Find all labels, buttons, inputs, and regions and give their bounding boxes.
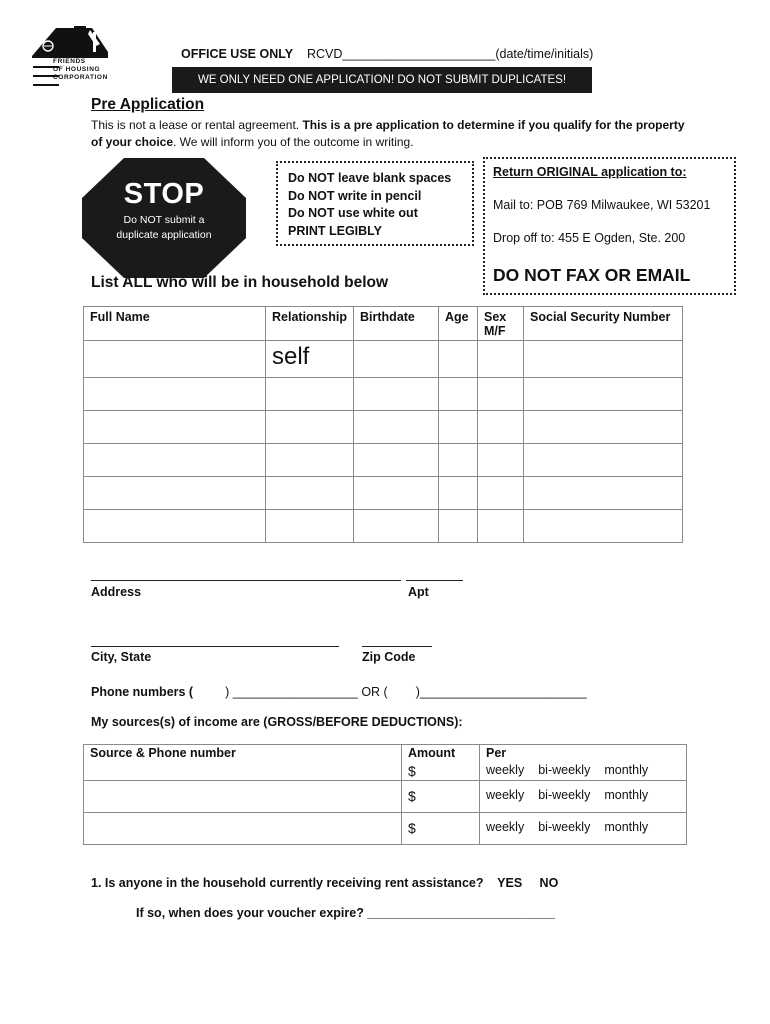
office-use-label: OFFICE USE ONLY: [181, 47, 294, 61]
income-heading: My sources(s) of income are (GROSS/BEFORE DEDUCTIONS):: [91, 715, 463, 729]
income-header-row: [84, 745, 687, 763]
age-cell[interactable]: [439, 378, 478, 411]
age-cell[interactable]: [439, 510, 478, 543]
table-row: [84, 813, 687, 845]
stop-line-2: duplicate application: [116, 229, 212, 241]
sex-cell[interactable]: [478, 444, 524, 477]
age-cell[interactable]: [439, 444, 478, 477]
ssn-cell[interactable]: [524, 477, 683, 510]
logo-line-1: FRIENDS: [53, 58, 86, 65]
option-monthly[interactable]: monthly: [604, 788, 649, 802]
city-state-input[interactable]: [91, 646, 339, 647]
age-cell[interactable]: [439, 477, 478, 510]
mail-to-address: Mail to: POB 769 Milwaukee, WI 53201: [493, 198, 711, 212]
table-row: [84, 378, 683, 411]
intro-plain: This is not a lease or rental agreement.: [91, 118, 303, 132]
sex-cell[interactable]: [478, 510, 524, 543]
birthdate-cell[interactable]: [354, 411, 439, 444]
table-row: [84, 444, 683, 477]
option-monthly[interactable]: monthly: [604, 820, 649, 834]
birthdate-cell[interactable]: [354, 510, 439, 543]
address-input[interactable]: [91, 580, 401, 581]
option-monthly[interactable]: monthly: [604, 762, 649, 777]
sex-cell[interactable]: [478, 477, 524, 510]
col-birthdate: Birthdate: [354, 307, 439, 341]
zip-input[interactable]: [362, 646, 432, 647]
birthdate-cell[interactable]: [354, 477, 439, 510]
zip-label: Zip Code: [362, 650, 416, 664]
ssn-cell[interactable]: [524, 378, 683, 411]
phone-field-2: )________________________: [415, 685, 587, 699]
source-cell[interactable]: [84, 763, 402, 781]
intro-text: [91, 117, 691, 151]
relationship-cell[interactable]: [266, 477, 354, 510]
option-biweekly[interactable]: bi-weekly: [538, 788, 591, 802]
table-row: [84, 411, 683, 444]
phone-numbers-line[interactable]: [91, 685, 587, 699]
age-cell[interactable]: [439, 411, 478, 444]
amount-cell[interactable]: [402, 781, 480, 813]
ssn-cell[interactable]: [524, 341, 683, 378]
full-name-cell[interactable]: [84, 378, 266, 411]
intro-bold: This is a pre application to determine if you qualify for the property of your choice: [91, 118, 685, 149]
option-weekly[interactable]: weekly: [486, 762, 525, 777]
col-sex-line-2: M/F: [484, 324, 506, 338]
sex-cell[interactable]: [478, 411, 524, 444]
source-cell[interactable]: [84, 781, 402, 813]
table-row: [84, 341, 683, 378]
page-title: Pre Application: [91, 96, 205, 113]
office-use-line: [181, 47, 593, 61]
col-sex: [478, 307, 524, 341]
birthdate-cell[interactable]: [354, 378, 439, 411]
rule-item: Do NOT leave blank spaces: [288, 171, 452, 185]
apt-input[interactable]: [406, 580, 463, 581]
relationship-cell[interactable]: self: [266, 341, 354, 378]
dollar-sign: $: [408, 820, 416, 836]
rule-item: PRINT LEGIBLY: [288, 223, 382, 238]
option-weekly[interactable]: weekly: [486, 788, 525, 802]
full-name-cell[interactable]: [84, 341, 266, 378]
household-table: [83, 306, 683, 543]
city-state-label: City, State: [91, 650, 152, 664]
duplicate-warning-banner: WE ONLY NEED ONE APPLICATION! DO NOT SUBMIT DUPLICATES!: [172, 67, 592, 93]
rule-item: Do NOT use white out: [288, 206, 418, 220]
voucher-expire-question[interactable]: If so, when does your voucher expire? ___________________________: [136, 906, 556, 920]
rent-assistance-question: [91, 876, 558, 890]
apt-label: Apt: [408, 585, 429, 599]
household-header-row: [84, 307, 683, 341]
full-name-cell[interactable]: [84, 477, 266, 510]
full-name-cell[interactable]: [84, 444, 266, 477]
return-title: Return ORIGINAL application to:: [493, 165, 687, 179]
amount-cell[interactable]: [402, 763, 480, 781]
stop-line-1: Do NOT submit a: [123, 214, 205, 226]
relationship-cell[interactable]: [266, 378, 354, 411]
logo-text: [53, 58, 108, 82]
relationship-cell[interactable]: [266, 444, 354, 477]
sex-cell[interactable]: [478, 341, 524, 378]
table-row: [84, 477, 683, 510]
rcvd-field[interactable]: RCVD______________________(date/time/initials): [306, 47, 594, 61]
relationship-cell[interactable]: [266, 411, 354, 444]
stop-heading: STOP: [123, 178, 205, 210]
no-fax-warning: DO NOT FAX OR EMAIL: [493, 265, 691, 285]
col-source: Source & Phone number: [84, 745, 402, 763]
col-relationship: Relationship: [266, 307, 354, 341]
rules-list: [288, 170, 451, 240]
col-age: Age: [439, 307, 478, 341]
income-table: [83, 744, 687, 845]
full-name-cell[interactable]: [84, 510, 266, 543]
col-per: Per: [480, 745, 687, 763]
col-sex-line-1: Sex: [484, 310, 507, 324]
phone-label: Phone numbers (: [91, 685, 194, 699]
dollar-sign: $: [408, 788, 416, 804]
dollar-sign: $: [408, 762, 416, 779]
birthdate-cell[interactable]: [354, 444, 439, 477]
rule-item: Do NOT write in pencil: [288, 188, 422, 203]
table-row: [84, 510, 683, 543]
address-label: Address: [91, 585, 142, 599]
stop-message: [82, 213, 246, 243]
logo-rule: [33, 84, 59, 86]
per-cell: [480, 781, 687, 813]
option-biweekly[interactable]: bi-weekly: [538, 762, 591, 777]
q1-text: 1. Is anyone in the household currently receiving rent assistance?: [91, 876, 484, 890]
drop-off-address: Drop off to: 455 E Ogden, Ste. 200: [493, 231, 686, 245]
sex-cell[interactable]: [478, 378, 524, 411]
per-cell: [480, 813, 687, 845]
age-cell[interactable]: [439, 341, 478, 378]
household-title: List ALL who will be in household below: [91, 274, 389, 291]
relationship-cell[interactable]: [266, 510, 354, 543]
table-row: [84, 763, 687, 781]
phone-field-1: ) __________________ OR (: [225, 685, 388, 699]
ssn-cell[interactable]: [524, 510, 683, 543]
col-ssn: Social Security Number: [524, 307, 683, 341]
col-amount: Amount: [402, 745, 480, 763]
birthdate-cell[interactable]: [354, 341, 439, 378]
option-weekly[interactable]: weekly: [486, 820, 525, 834]
per-cell: [480, 763, 687, 781]
col-full-name: Full Name: [84, 307, 266, 341]
logo-line-3: CORPORATION: [53, 74, 108, 81]
intro-plain-end: . We will inform you of the outcome in writing.: [173, 135, 414, 149]
ssn-cell[interactable]: [524, 411, 683, 444]
logo-line-2: OF HOUSING: [53, 66, 101, 73]
table-row: [84, 781, 687, 813]
amount-cell[interactable]: [402, 813, 480, 845]
option-biweekly[interactable]: bi-weekly: [538, 820, 591, 834]
ssn-cell[interactable]: [524, 444, 683, 477]
yes-option[interactable]: YES: [497, 876, 523, 890]
source-cell[interactable]: [84, 813, 402, 845]
no-option[interactable]: NO: [539, 876, 559, 890]
full-name-cell[interactable]: [84, 411, 266, 444]
